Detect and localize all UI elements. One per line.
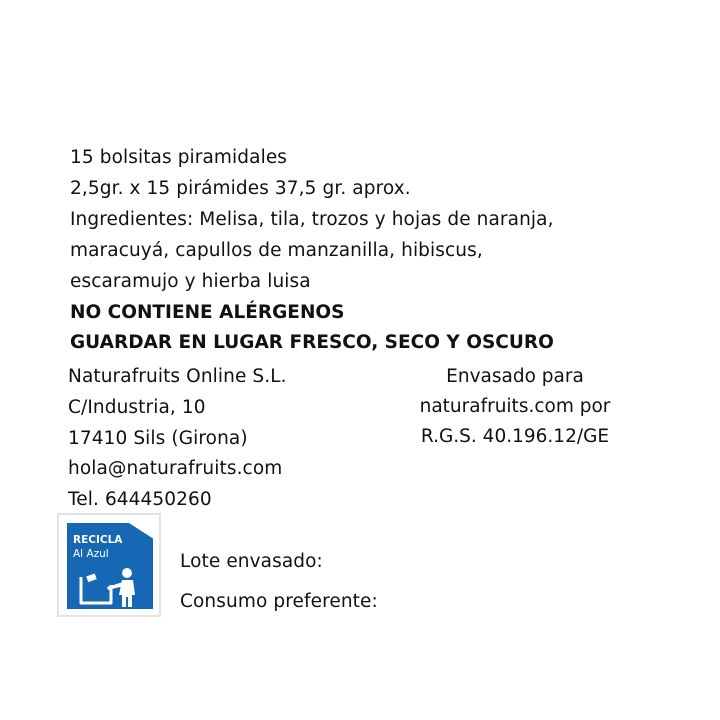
company-street: C/Industria, 10: [68, 397, 206, 418]
company-phone: Tel. 644450260: [68, 489, 212, 510]
batch-label: Lote envasado:: [180, 551, 323, 572]
recycle-logo-line1: RECICLA: [73, 534, 123, 546]
recycle-logo: [57, 513, 161, 617]
best-before-label: Consumo preferente:: [180, 591, 378, 612]
packaging-line-1: Envasado para: [446, 366, 584, 387]
ingredients-line-3: escaramujo y hierba luisa: [70, 271, 311, 292]
company-name: Naturafruits Online S.L.: [68, 366, 287, 387]
recycle-bin-person-icon: [77, 567, 147, 609]
packaging-line-2: naturafruits.com por: [419, 396, 611, 417]
packaging-line-3: R.G.S. 40.196.12/GE: [420, 426, 610, 447]
product-weight: 2,5gr. x 15 pirámides 37,5 gr. aprox.: [70, 178, 411, 199]
ingredients-line-2: maracuyá, capullos de manzanilla, hibiscus,: [70, 240, 483, 261]
recycle-logo-line2: Al Azul: [73, 548, 109, 560]
allergen-notice: NO CONTIENE ALÉRGENOS: [70, 302, 345, 323]
company-email: hola@naturafruits.com: [68, 458, 283, 479]
ingredients-line-1: Ingredientes: Melisa, tila, trozos y hojas de naranja,: [70, 209, 554, 230]
company-city: 17410 Sils (Girona): [68, 428, 248, 449]
product-count: 15 bolsitas piramidales: [70, 147, 288, 168]
storage-notice: GUARDAR EN LUGAR FRESCO, SECO Y OSCURO: [70, 332, 554, 353]
